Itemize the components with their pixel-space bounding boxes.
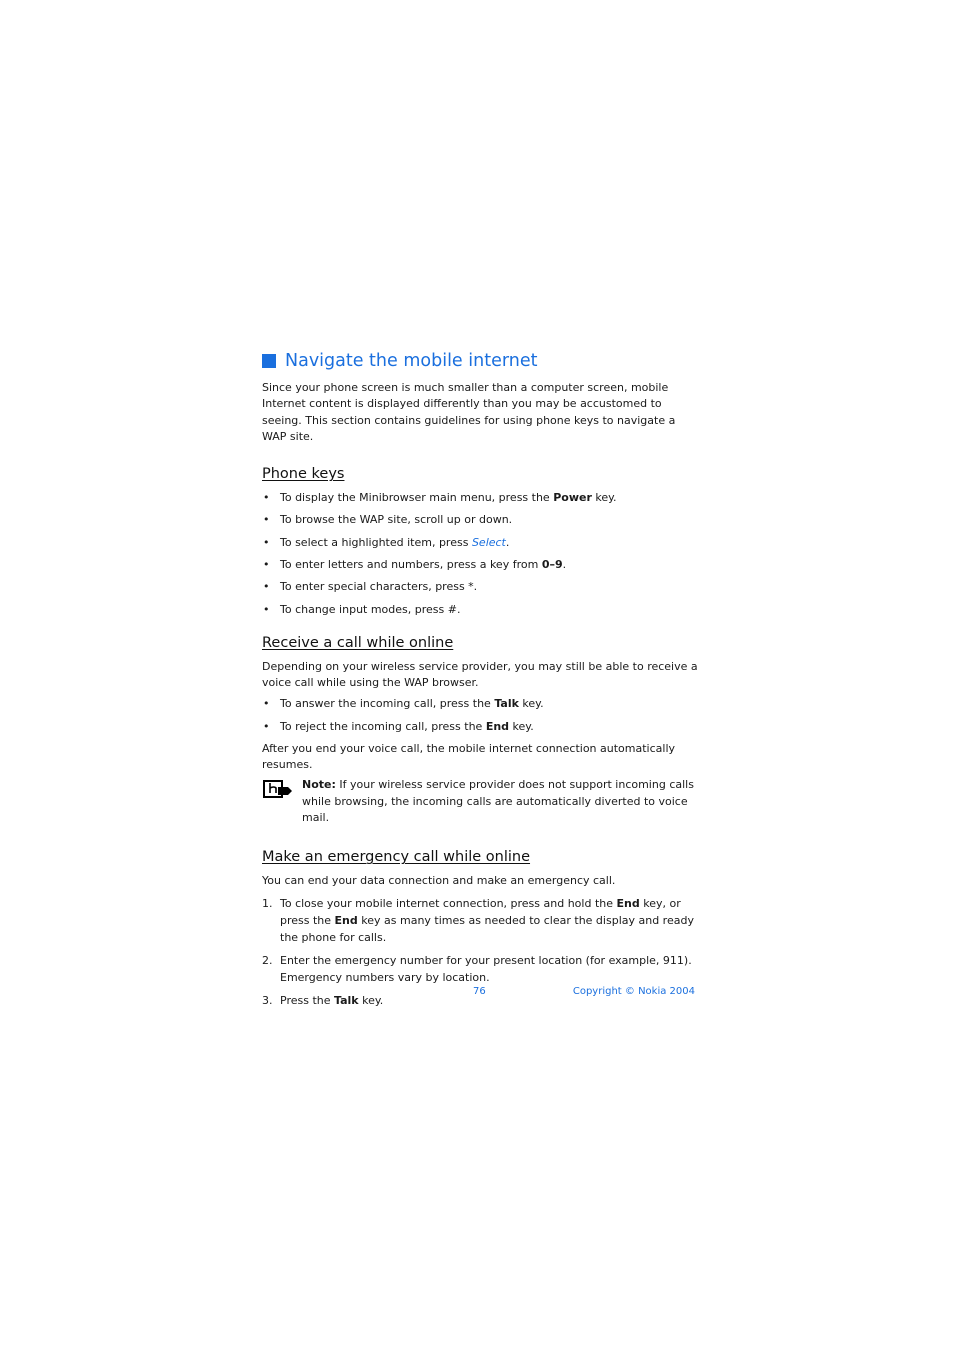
- list-item: [262, 490, 702, 506]
- key-name: End: [485, 719, 510, 733]
- phone-keys-list: [262, 490, 702, 617]
- note-body: If your wireless service provider does not support incoming calls while browsing, the incoming calls are automatically diverted to voice mail.: [302, 778, 694, 825]
- page-content: [262, 348, 702, 1015]
- phone-keys-heading: Phone keys: [262, 466, 345, 483]
- item-text: key.: [509, 719, 534, 733]
- bullet-icon: •: [263, 535, 270, 549]
- item-text: To enter letters and numbers, press a key from: [280, 558, 542, 572]
- list-item: [262, 512, 702, 528]
- bullet-icon: •: [263, 719, 270, 733]
- section-title: [262, 348, 702, 374]
- list-item: [262, 719, 702, 735]
- item-text: To reject the incoming call, press the: [280, 719, 486, 733]
- key-name: Power: [553, 491, 592, 505]
- bullet-icon: •: [263, 558, 270, 572]
- copyright-text: Copyright © Nokia 2004: [572, 986, 695, 997]
- note-text: [302, 777, 702, 826]
- receive-call-after: After you end your voice call, the mobile internet connection automatically resumes.: [262, 741, 676, 772]
- item-text: To display the Minibrowser main menu, press the: [280, 491, 554, 505]
- key-name: Talk: [334, 993, 359, 1007]
- step-text: key.: [358, 993, 384, 1007]
- bullet-icon: •: [263, 697, 270, 711]
- item-text: .: [562, 558, 567, 572]
- bullet-icon: •: [263, 580, 270, 594]
- key-name: End: [616, 896, 640, 910]
- list-item: [262, 952, 702, 986]
- item-text: key.: [518, 697, 544, 711]
- square-icon: [262, 354, 276, 368]
- item-text: To answer the incoming call, press the: [280, 697, 495, 711]
- receive-call-intro: Depending on your wireless service provider, you may still be able to receive a voice call while using the WAP browser.: [262, 659, 698, 689]
- step-text: key as many times as needed to clear the display and ready the phone for calls.: [280, 913, 694, 944]
- item-text: To enter special characters, press *.: [280, 580, 478, 594]
- key-name: End: [334, 913, 358, 927]
- step-text: Press the: [280, 993, 334, 1007]
- select-softkey-label: Select: [471, 535, 506, 549]
- item-text: To change input modes, press #.: [280, 602, 461, 616]
- emergency-intro: You can end your data connection and make an emergency call.: [262, 874, 616, 888]
- receive-call-list: [262, 696, 702, 734]
- step-text: Enter the emergency number for your present location (for example, 911). Emergency numbers vary by location.: [280, 953, 692, 984]
- note-label: Note:: [302, 778, 336, 792]
- list-item: [262, 535, 702, 551]
- list-item: [262, 895, 702, 946]
- step-text: To close your mobile internet connection, press and hold the: [280, 896, 617, 910]
- list-item: [262, 696, 702, 712]
- item-text: key.: [591, 491, 617, 505]
- bullet-icon: •: [263, 491, 270, 505]
- page-footer: [262, 986, 695, 1000]
- list-item: [262, 557, 702, 573]
- note-box: [262, 777, 702, 826]
- item-text: .: [505, 535, 510, 549]
- receive-call-heading: Receive a call while online: [262, 634, 454, 651]
- section-title-text: Navigate the mobile internet: [285, 351, 538, 371]
- list-item: [262, 579, 702, 595]
- note-hand-icon: [262, 777, 294, 799]
- bullet-icon: •: [263, 513, 270, 527]
- list-item: [262, 602, 702, 618]
- step-number: 2.: [262, 953, 273, 967]
- page-number: 76: [473, 986, 486, 997]
- key-name: 0–9: [541, 558, 563, 572]
- item-text: To select a highlighted item, press: [280, 535, 472, 549]
- step-number: 3.: [262, 993, 273, 1007]
- bullet-icon: •: [263, 602, 270, 616]
- emergency-heading: Make an emergency call while online: [262, 849, 531, 866]
- section-intro: Since your phone screen is much smaller than a computer screen, mobile Internet content is displayed differently than you may be accustomed to seeing. This section contains guidelines for using phone keys to navigate a WAP site.: [262, 381, 676, 443]
- step-number: 1.: [262, 896, 273, 910]
- key-name: Talk: [494, 697, 519, 711]
- step-text: key, or press the: [280, 896, 681, 927]
- item-text: To browse the WAP site, scroll up or down.: [280, 513, 513, 527]
